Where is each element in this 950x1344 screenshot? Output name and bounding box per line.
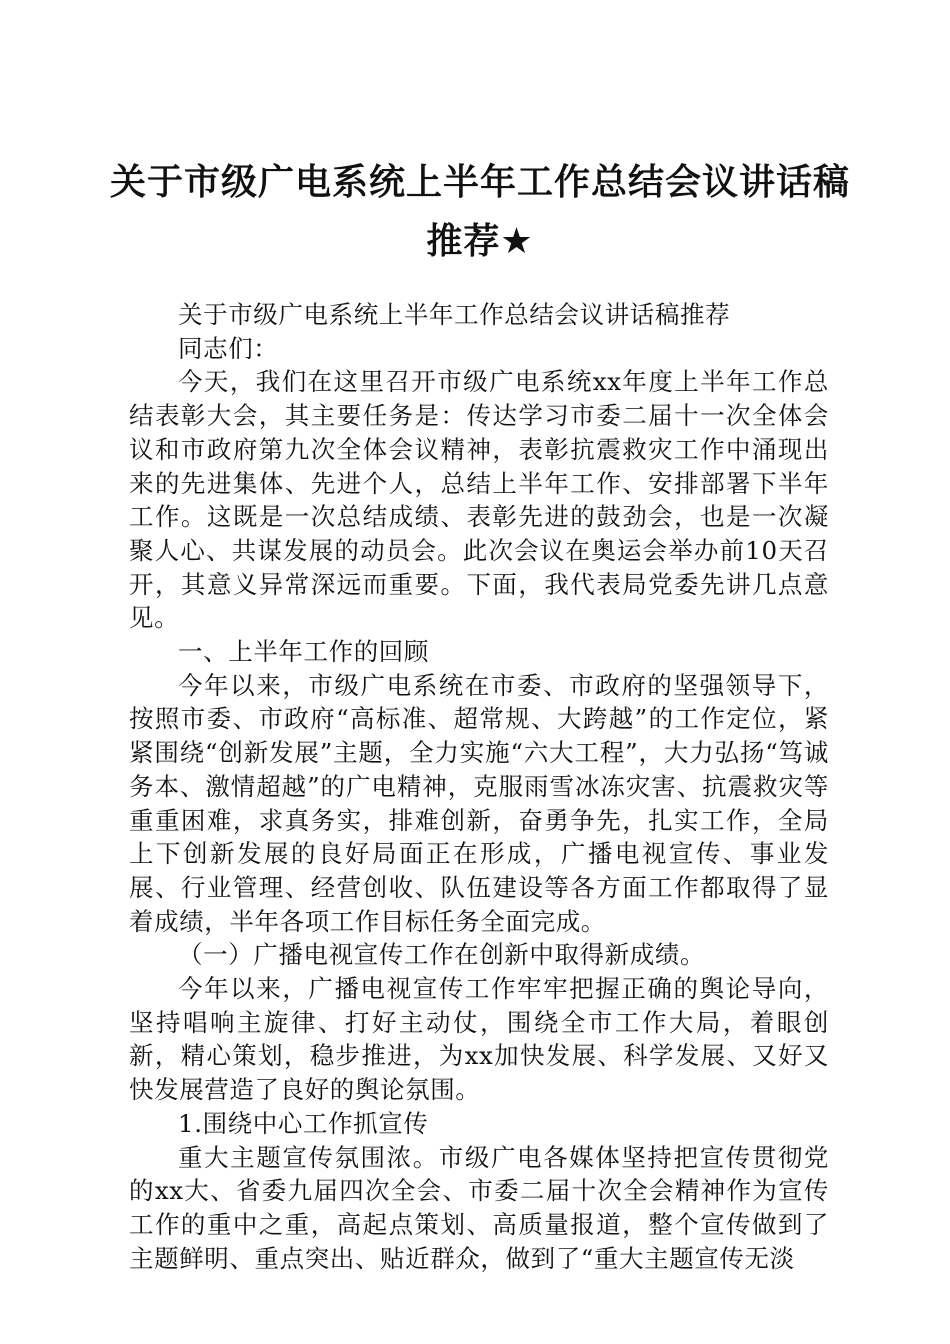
body-paragraph: 今年以来，市级广电系统在市委、市政府的坚强领导下，按照市委、市政府“高标准、超常规、大跨越”的工作定位，紧紧围绕“创新发展”主题，全力实施“六大工程”，大力弘扬“笃诚务本、激情超越”的广电精神，克服雨雪冰冻灾害、抗震救灾等重重困难，求真务实，排难创新，奋勇争先，扎实工作，全局上下创新发展的良好局面正在形成，广播电视宣传、事业发展、行业管理、经营创收、队伍建设等各方面工作都取得了显着成绩，半年各项工作目标任务全面完成。: [129, 670, 829, 936]
body-paragraph: 重大主题宣传氛围浓。市级广电各媒体坚持把宣传贯彻党的xx大、省委九届四次全会、市委二届十次全会精神作为宣传工作的重中之重，高起点策划、高质量报道，整个宣传做到了主题鲜明、重点突出、贴近群众，做到了“重大主题宣传无淡: [129, 1142, 829, 1273]
subtitle-paragraph: 关于市级广电系统上半年工作总结会议讲话稿推荐: [178, 300, 731, 329]
subsection-heading: （一）广播电视宣传工作在创新中取得新成绩。: [178, 940, 706, 970]
salutation-paragraph: 同志们：: [178, 333, 279, 363]
body-paragraph: 今天，我们在这里召开市级广电系统xx年度上半年工作总结表彰大会，其主要任务是：传达学习市委二届十一次全体会议和市政府第九次全体会议精神，表彰抗震救灾工作中涌现出来的先进集体、先进个人，总结上半年工作、安排部署下半年工作。这既是一次总结成绩、表彰先进的鼓劲会，也是一次凝聚人心、共谋发展的动员会。此次会议在奥运会举办前10天召开，其意义异常深远而重要。下面，我代表局党委先讲几点意见。: [129, 367, 829, 633]
document-body: [129, 298, 829, 1275]
document-title-line-1: 关于市级广电系统上半年工作总结会议讲话稿: [110, 162, 851, 203]
item-heading: 1.围绕中心工作抓宣传: [178, 1108, 429, 1138]
section-heading: 一、上半年工作的回顾: [178, 637, 429, 667]
document-title-line-2: 推荐★: [426, 221, 534, 262]
body-paragraph: 今年以来，广播电视宣传工作牢牢把握正确的舆论导向，坚持唱响主旋律、打好主动仗，围绕全市工作大局，着眼创新，精心策划，稳步推进，为xx加快发展、科学发展、又好又快发展营造了良好的舆论氛围。: [129, 974, 829, 1105]
